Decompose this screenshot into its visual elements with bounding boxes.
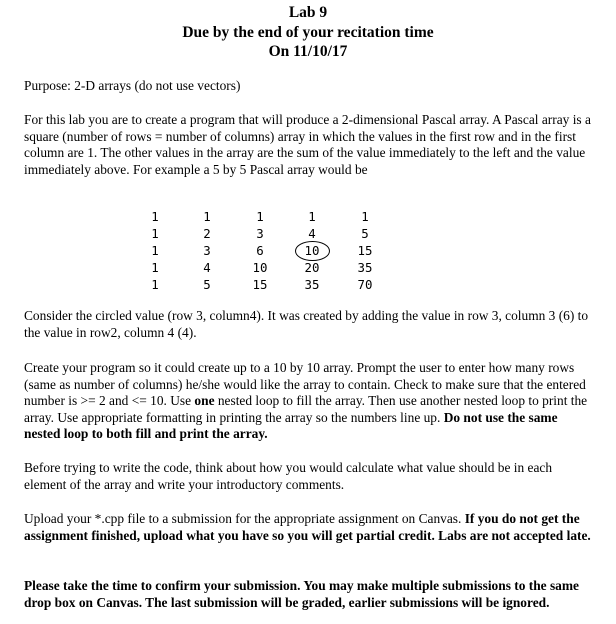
confirm-paragraph bbox=[24, 578, 594, 611]
upload-warning: If you do not get the assignment finished, upload what you have so you will get partial credit. Labs are not accepted late. bbox=[24, 511, 591, 543]
pascal-cell: 70 bbox=[357, 277, 373, 292]
pascal-cell: 15 bbox=[252, 277, 268, 292]
pascal-cell: 35 bbox=[304, 277, 320, 292]
create-warning: Do not use the same nested loop to both fill and print the array. bbox=[24, 409, 558, 442]
pascal-cell: 1 bbox=[151, 226, 159, 241]
consider-paragraph: Consider the circled value (row 3, column4). It was created by adding the value in row 3, column 3 (6) to the value in row2, column 4 (4). bbox=[24, 308, 589, 340]
pascal-cell: 1 bbox=[151, 277, 159, 292]
confirm-text: Please take the time to confirm your submission. You may make multiple submissions to the same drop box on Canvas. The last submission will be graded, earlier submissions will be ignored. bbox=[24, 578, 579, 610]
highlight-circle bbox=[295, 241, 330, 261]
pascal-cell: 1 bbox=[151, 209, 159, 224]
due-line: Due by the end of your recitation time bbox=[182, 23, 434, 41]
pascal-cell: 5 bbox=[203, 277, 211, 292]
upload-text: Upload your *.cpp file to a submission for the appropriate assignment on Canvas. bbox=[24, 511, 465, 526]
pascal-cell: 3 bbox=[256, 226, 264, 241]
intro-paragraph: For this lab you are to create a program that will produce a 2-dimensional Pascal array. A Pascal array is a square (number of rows = number of columns) array in which the values in the first row and in the first column are 1. The other values in the array are the sum of the value immediately to the left and the value immediately above. For example a 5 by 5 Pascal array would be bbox=[24, 112, 591, 177]
before-paragraph: Before trying to write the code, think about how you would calculate what value should be in each element of the array and write your introductory comments. bbox=[24, 460, 553, 492]
create-paragraph bbox=[24, 360, 594, 443]
pascal-cell: 3 bbox=[203, 243, 211, 258]
pascal-cell: 4 bbox=[203, 260, 211, 275]
pascal-cell: 1 bbox=[256, 209, 264, 224]
pascal-cell: 20 bbox=[304, 260, 320, 275]
pascal-cell: 2 bbox=[203, 226, 211, 241]
upload-paragraph bbox=[24, 511, 594, 544]
pascal-cell: 1 bbox=[151, 243, 159, 258]
pascal-cell: 10 bbox=[252, 260, 268, 275]
pascal-cell-circled: 10 bbox=[304, 243, 320, 258]
pascal-cell: 35 bbox=[357, 260, 373, 275]
pascal-cell: 1 bbox=[361, 209, 369, 224]
pascal-cell: 1 bbox=[203, 209, 211, 224]
create-emphasis-one: one bbox=[194, 393, 215, 409]
pascal-cell: 1 bbox=[151, 260, 159, 275]
pascal-cell: 1 bbox=[308, 209, 316, 224]
create-text-1: Create your program so it could create up to a 10 by 10 array. Prompt the user to enter how many rows (same as number of columns) he/she would like the array to contain. Check to make sure that the entered number is >= 2 and <= 10. Use bbox=[24, 360, 586, 409]
pascal-cell: 5 bbox=[361, 226, 369, 241]
pascal-cell: 4 bbox=[308, 226, 316, 241]
purpose-paragraph: Purpose: 2-D arrays (do not use vectors) bbox=[24, 78, 241, 93]
document-header bbox=[0, 3, 616, 62]
pascal-cell: 6 bbox=[256, 243, 264, 258]
due-date: On 11/10/17 bbox=[268, 43, 348, 60]
create-text-2: nested loop to fill the array. Then use another nested loop to print the array. Use appropriate formatting in printing the array so the numbers line up. bbox=[24, 393, 588, 425]
pascal-cell: 15 bbox=[357, 243, 373, 258]
lab-title: Lab 9 bbox=[288, 4, 328, 21]
